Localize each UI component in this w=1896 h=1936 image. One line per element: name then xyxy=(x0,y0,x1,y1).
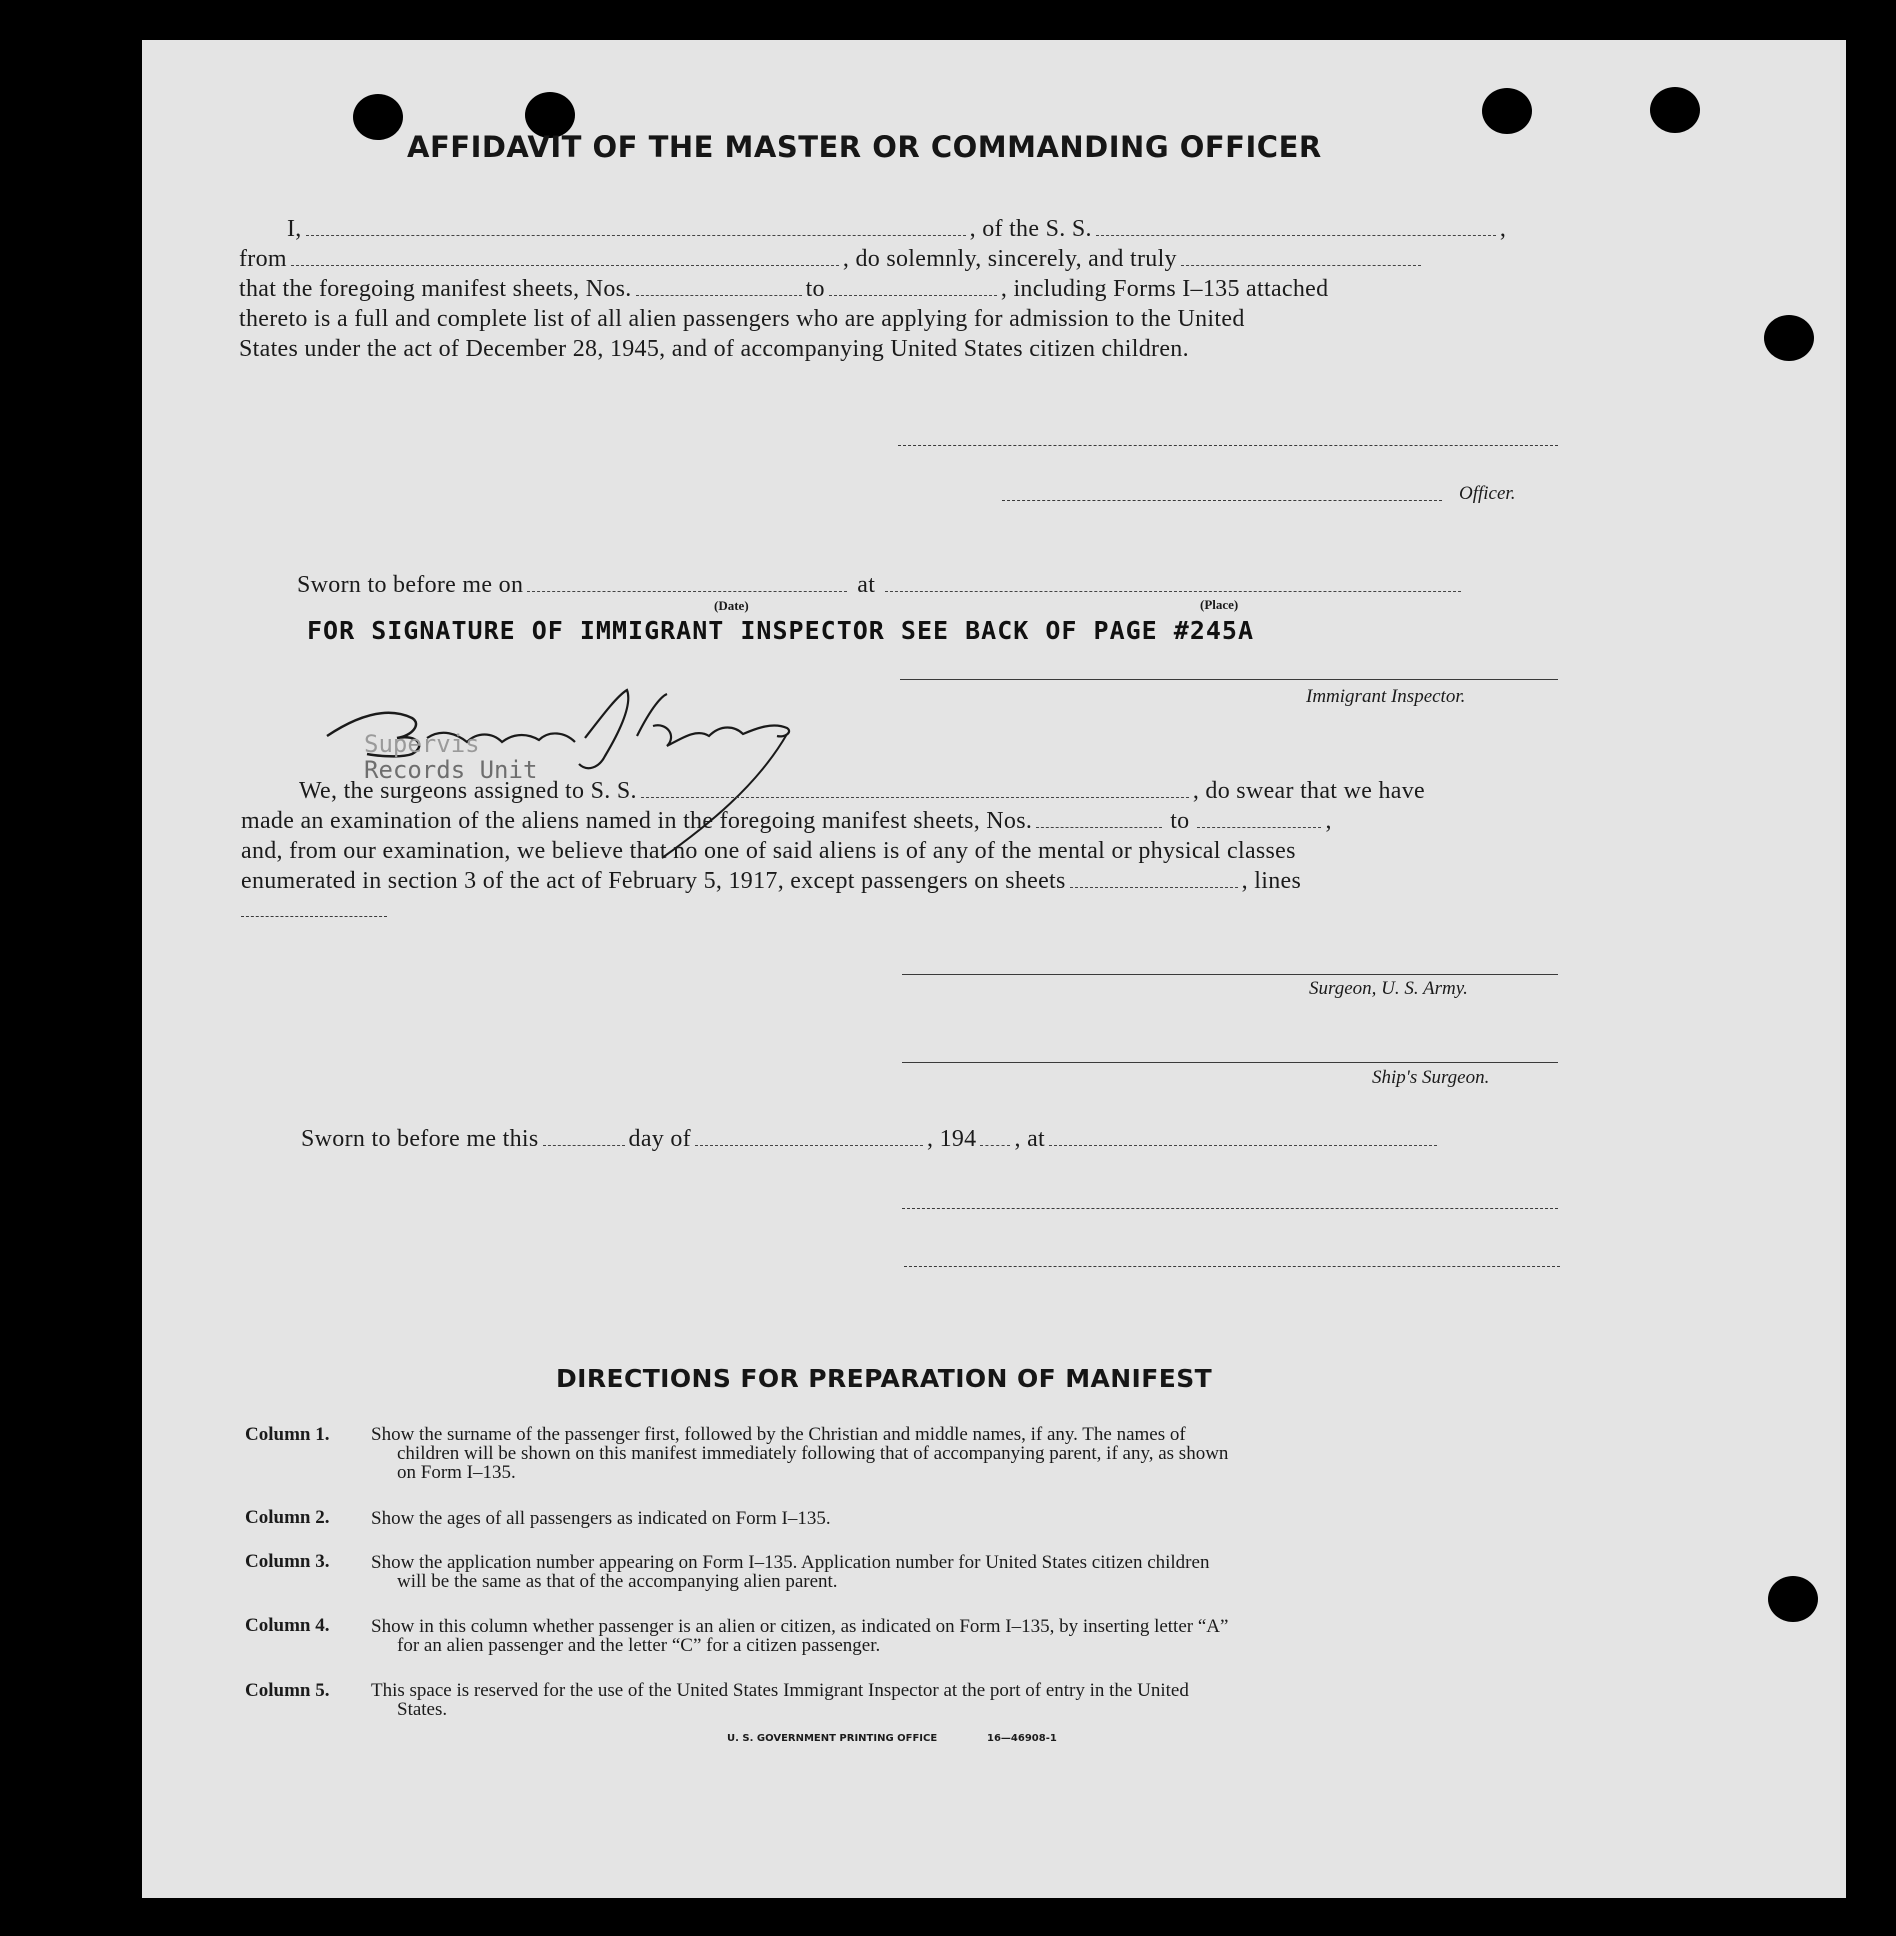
column-4-text: Show in this column whether passenger is an alien or citizen, as indicated on Form I–135, by inserting letter “A” xyxy=(371,1616,1229,1637)
exam-sheet-to-field[interactable] xyxy=(1197,826,1321,828)
punch-hole xyxy=(1650,87,1700,133)
column-4-text-cont: for an alien passenger and the letter “C” for a citizen passenger. xyxy=(397,1635,881,1656)
column-5-text-cont: States. xyxy=(397,1699,448,1720)
punch-hole xyxy=(1764,315,1814,361)
surgeons-ship-field[interactable] xyxy=(641,796,1189,798)
pronoun-i: I, xyxy=(287,216,302,242)
sworn-at-label-2: , at xyxy=(1014,1126,1046,1152)
affidavit-line-1: I, , of the S. S. , xyxy=(287,216,1507,242)
sheet-to-field[interactable] xyxy=(829,294,997,296)
day-of-label: day of xyxy=(628,1126,691,1152)
affidavit-line-2 xyxy=(239,246,1425,273)
official-signature-line-2[interactable] xyxy=(904,1266,1560,1267)
surgeons-line-1 xyxy=(299,778,1425,805)
document-page xyxy=(142,40,1846,1898)
affidavit-line-4: thereto is a full and complete list of all alien passengers who are applying for admission to the United xyxy=(239,306,1245,332)
port-from-field[interactable] xyxy=(291,264,839,266)
punch-hole xyxy=(1768,1576,1818,1622)
records-unit-stamp: Records Unit xyxy=(364,756,538,784)
inspector-signature-line[interactable] xyxy=(900,679,1558,680)
column-3-text: Show the application number appearing on Form I–135. Application number for United States citizen children xyxy=(371,1552,1210,1573)
punch-hole xyxy=(353,94,403,140)
column-1-text-cont: children will be shown on this manifest immediately following that of accompanying parent, if any, as shown xyxy=(397,1443,1229,1464)
inspector-caption: Immigrant Inspector. xyxy=(1306,686,1466,707)
sworn-year-field[interactable] xyxy=(980,1144,1010,1146)
sworn-second-line xyxy=(301,1126,1441,1153)
sworn-label: Sworn to before me on xyxy=(297,572,524,598)
punch-hole xyxy=(1482,88,1532,134)
printer-imprint: U. S. GOVERNMENT PRINTING OFFICE xyxy=(727,1733,938,1744)
swear-text: , do swear that we have xyxy=(1192,778,1425,804)
surgeons-line-3: and, from our examination, we believe that no one of said aliens is of any of the mental or physical classes xyxy=(241,838,1296,864)
surgeons-line-4 xyxy=(241,868,1301,895)
of-ss-label: , of the S. S. xyxy=(969,216,1092,242)
lines-label: , lines xyxy=(1241,868,1302,894)
supervisor-stamp-faint: Supervis xyxy=(364,730,480,758)
sworn-this-label: Sworn to before me this xyxy=(301,1126,539,1152)
sworn-day-field[interactable] xyxy=(543,1144,625,1146)
sworn-date-field[interactable] xyxy=(527,590,847,592)
form-code: 16—46908-1 xyxy=(987,1733,1057,1744)
sworn-line xyxy=(297,572,1465,599)
examination-text: made an examination of the aliens named in the foregoing manifest sheets, Nos. xyxy=(241,808,1033,834)
officer-caption: Officer. xyxy=(1459,483,1516,504)
year-label: , 194 xyxy=(926,1126,977,1152)
column-2-text: Show the ages of all passengers as indicated on Form I–135. xyxy=(371,1508,831,1529)
army-surgeon-caption: Surgeon, U. S. Army. xyxy=(1309,978,1468,999)
column-1-text-cont2: on Form I–135. xyxy=(397,1462,516,1483)
officer-signature-line-1[interactable] xyxy=(898,445,1558,446)
sworn-at-label: at xyxy=(857,572,876,598)
except-lines-field[interactable] xyxy=(241,916,387,917)
column-5-text: This space is reserved for the use of the United States Immigrant Inspector at the port of entry in the United xyxy=(371,1680,1189,1701)
official-signature-line-1[interactable] xyxy=(902,1208,1558,1209)
ship-surgeon-caption: Ship's Surgeon. xyxy=(1372,1067,1490,1088)
sworn-month-field[interactable] xyxy=(695,1144,923,1146)
sheet-from-field[interactable] xyxy=(636,294,802,296)
sworn-place-field-2[interactable] xyxy=(1049,1144,1437,1146)
affidavit-line-5: States under the act of December 28, 1945, and of accompanying United States citizen children. xyxy=(239,336,1189,362)
affidavit-line-3 xyxy=(239,276,1328,303)
directions-title: DIRECTIONS FOR PREPARATION OF MANIFEST xyxy=(556,1364,1213,1393)
except-sheets-field[interactable] xyxy=(1070,886,1238,888)
oath-field[interactable] xyxy=(1181,264,1421,266)
solemnly-text: , do solemnly, sincerely, and truly xyxy=(842,246,1177,272)
army-surgeon-signature-line[interactable] xyxy=(902,974,1558,975)
master-name-field[interactable] xyxy=(306,234,966,236)
date-caption: (Date) xyxy=(714,598,749,613)
column-3-label: Column 3. xyxy=(245,1551,330,1572)
forms-attached-text: , including Forms I–135 attached xyxy=(1000,276,1329,302)
exam-comma: , xyxy=(1325,808,1332,834)
column-4-label: Column 4. xyxy=(245,1615,330,1636)
column-3-text-cont: will be the same as that of the accompanying alien parent. xyxy=(397,1571,838,1592)
ship-name-field[interactable] xyxy=(1096,234,1496,236)
column-2-label: Column 2. xyxy=(245,1507,330,1528)
column-1-label: Column 1. xyxy=(245,1424,330,1445)
affidavit-title: AFFIDAVIT OF THE MASTER OR COMMANDING OFFICER xyxy=(407,130,1322,164)
sworn-place-field[interactable] xyxy=(885,590,1461,592)
manifest-sheets-text: that the foregoing manifest sheets, Nos. xyxy=(239,276,632,302)
exam-to-label: to xyxy=(1170,808,1190,834)
from-label: from xyxy=(239,246,287,272)
place-caption: (Place) xyxy=(1200,597,1239,612)
column-1-text: Show the surname of the passenger first, followed by the Christian and middle names, if any. The names of xyxy=(371,1424,1186,1445)
column-5-label: Column 5. xyxy=(245,1680,330,1701)
ship-surgeon-signature-line[interactable] xyxy=(902,1062,1558,1063)
to-label: to xyxy=(805,276,825,302)
surgeons-assigned-text: We, the surgeons assigned to S. S. xyxy=(299,778,637,804)
enumerated-text: enumerated in section 3 of the act of February 5, 1917, except passengers on sheets xyxy=(241,868,1066,894)
exam-sheet-from-field[interactable] xyxy=(1036,826,1162,828)
surgeons-line-2 xyxy=(241,808,1332,835)
officer-signature-line-2[interactable] xyxy=(1002,500,1442,501)
inspector-stamp: FOR SIGNATURE OF IMMIGRANT INSPECTOR SEE BACK OF PAGE #245A xyxy=(307,616,1255,645)
